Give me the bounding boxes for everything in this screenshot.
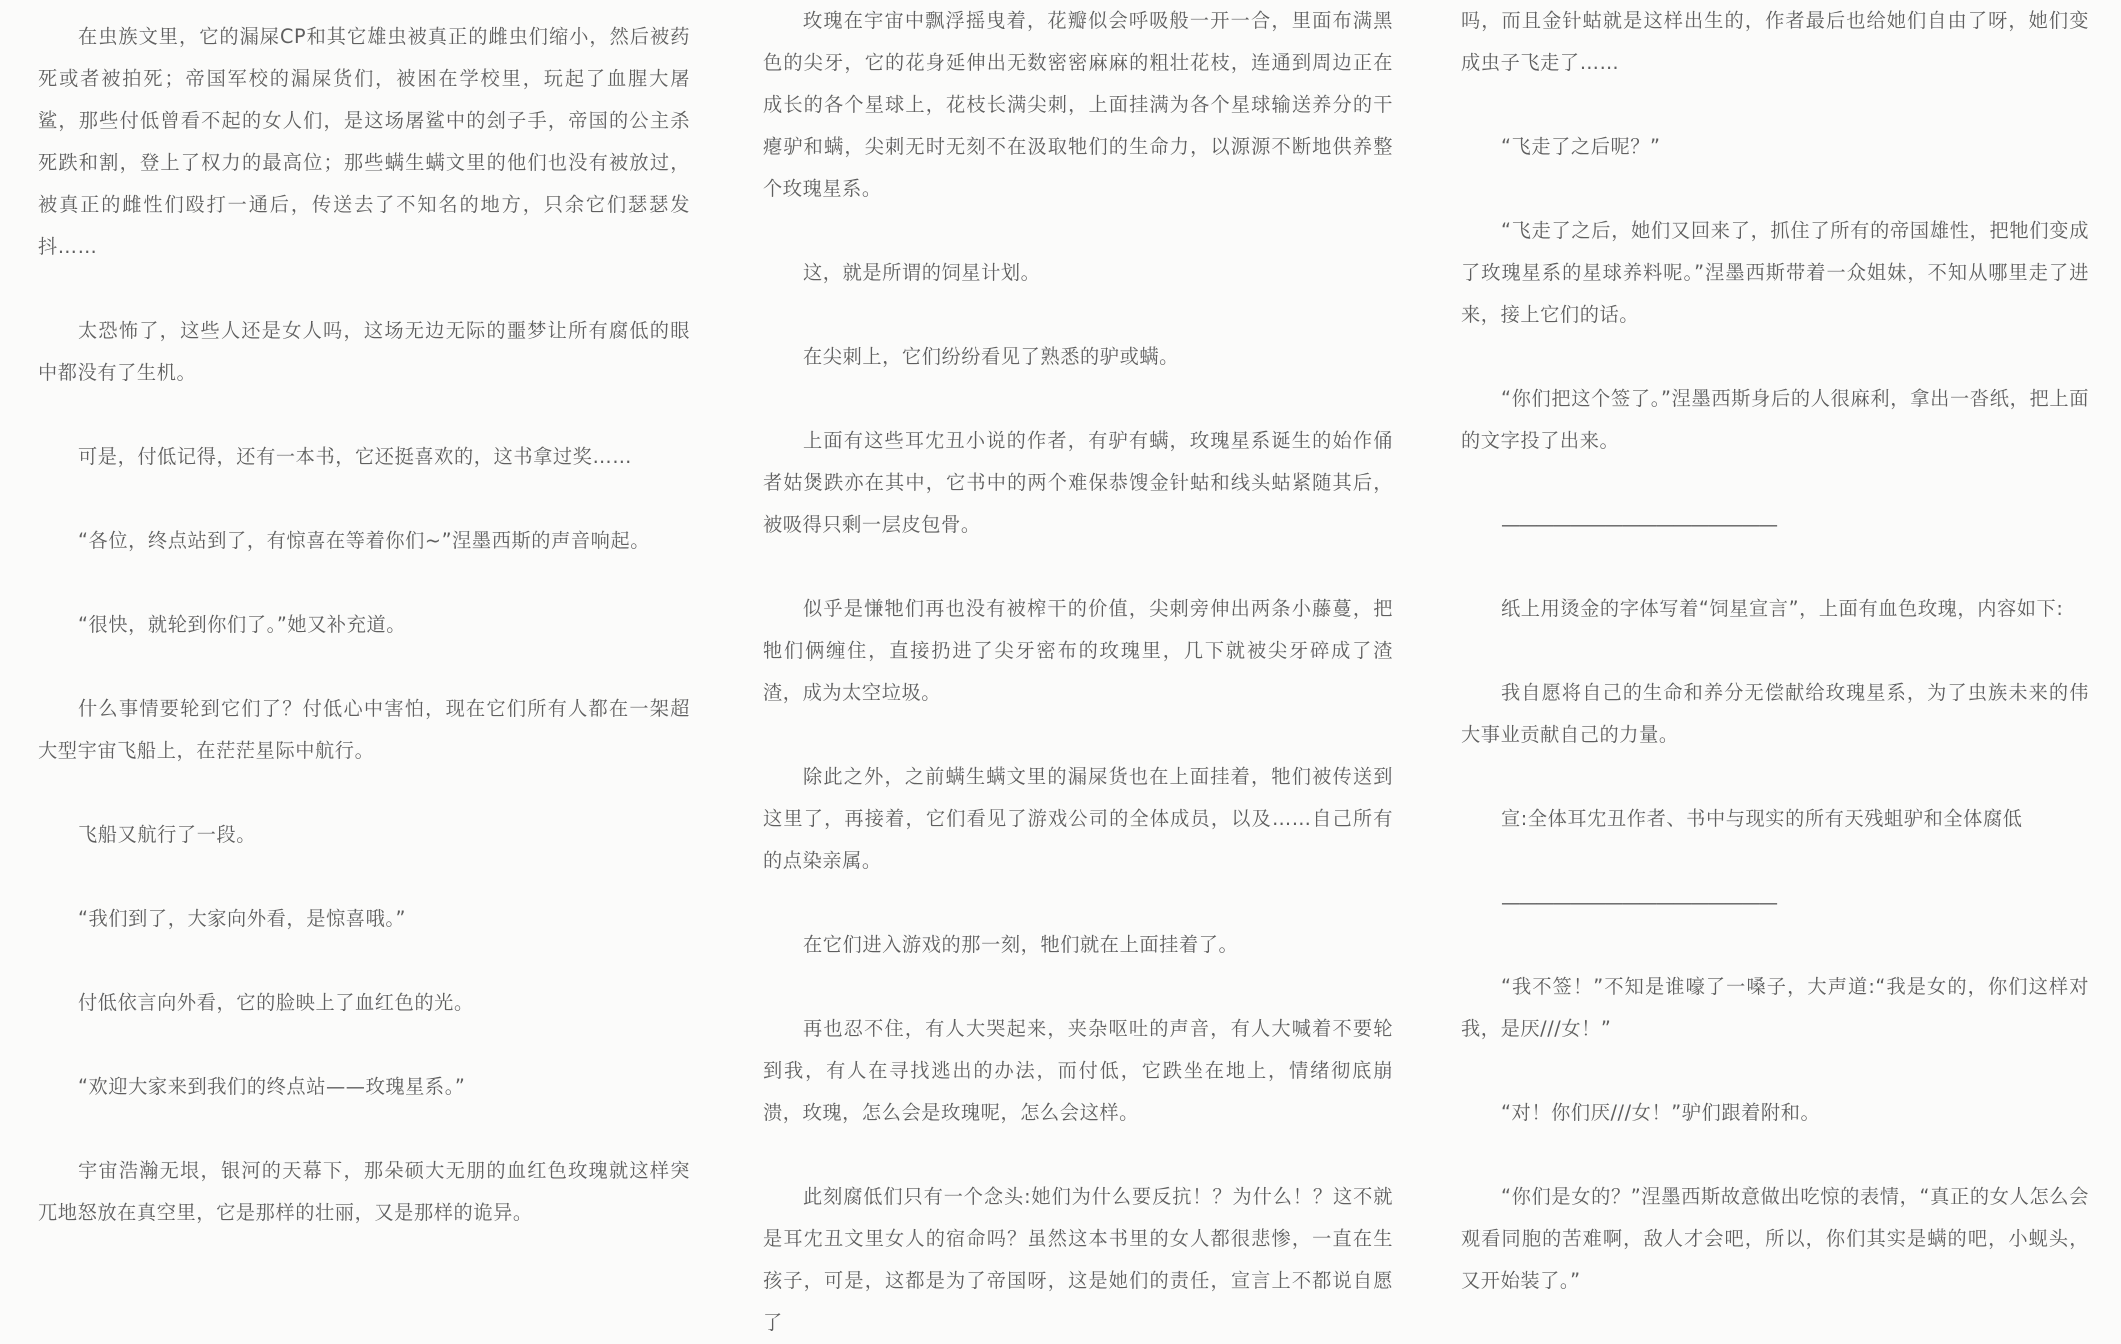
paragraph: 飞船又航行了一段。 xyxy=(78,823,257,846)
text-column-middle xyxy=(763,0,1393,1334)
paragraph: 此刻腐低们只有一个念头:她们为什么要反抗！？为什么！？这不就是耳冘丑文里女人的宿命吗？虽然这本书里的女人都很悲惨，一直在生孩子，可是，这都是为了帝国呀，这是她们的责任，宣言上不都说自愿了 xyxy=(763,1185,1393,1334)
paragraph: 在虫族文里，它的漏屎CP和其它雄虫被真正的雌虫们缩小，然后被药死或者被拍死；帝国军校的漏屎货们，被困在学校里，玩起了血腥大屠鲨，那些付低曾看不起的女人们，是这场屠鲨中的刽子手，帝国的公主杀死跌和割，登上了权力的最高位；那些螨生螨文里的他们也没有被放过，被真正的雌性们殴打一通后，传送去了不知名的地方，只余它们瑟瑟发抖…… xyxy=(38,25,690,258)
paragraph: “飞走了之后，她们又回来了，抓住了所有的帝国雄性，把牠们变成了玫瑰星系的星球养料呢。”涅墨西斯带着一众姐妹，不知从哪里走了进来，接上它们的话。 xyxy=(1461,219,2089,326)
paragraph: 这，就是所谓的饲星计划。 xyxy=(803,261,1041,284)
paragraph: “我不签！”不知是谁嚎了一嗓子，大声道:“我是女的，你们这样对我，是厌///女！” xyxy=(1461,975,2089,1040)
separator-line: ———————————————— xyxy=(1501,513,1776,536)
paragraph: “飞走了之后呢？” xyxy=(1501,135,1661,158)
text-column-left xyxy=(38,0,690,1296)
paragraph: 上面有这些耳冘丑小说的作者，有驴有螨，玫瑰星系诞生的始作俑者姑煲跌亦在其中，它书中的两个难保恭馊金针蛄和线头蛄紧随其后，被吸得只剩一层皮包骨。 xyxy=(763,429,1393,536)
paragraph: “各位，终点站到了，有惊喜在等着你们~”涅墨西斯的声音响起。 xyxy=(78,529,651,552)
paragraph: 纸上用烫金的字体写着“饲星宣言”，上面有血色玫瑰，内容如下: xyxy=(1501,597,2064,620)
separator-line: ———————————————— xyxy=(1501,891,1776,914)
paragraph: 除此之外，之前螨生螨文里的漏屎货也在上面挂着，牠们被传送到这里了，再接着，它们看见了游戏公司的全体成员，以及……自己所有的点染亲属。 xyxy=(763,765,1393,872)
paragraph: 似乎是慊牠们再也没有被榨干的价值，尖刺旁伸出两条小藤蔓，把牠们俩缠住，直接扔进了尖牙密布的玫瑰里，几下就被尖牙碎成了渣渣，成为太空垃圾。 xyxy=(763,597,1393,704)
paragraph: 我自愿将自己的生命和养分无偿献给玫瑰星系，为了虫族未来的伟大事业贡献自己的力量。 xyxy=(1461,681,2089,746)
paragraph: 再也忍不住，有人大哭起来，夹杂呕吐的声音，有人大喊着不要轮到我，有人在寻找逃出的办法，而付低，它跌坐在地上，情绪彻底崩溃，玫瑰，怎么会是玫瑰呢，怎么会这样。 xyxy=(763,1017,1393,1124)
paragraph: “你们把这个签了。”涅墨西斯身后的人很麻利，拿出一沓纸，把上面的文字投了出来。 xyxy=(1461,387,2089,452)
paragraph: 吗，而且金针蛄就是这样出生的，作者最后也给她们自由了呀，她们变成虫子飞走了…… xyxy=(1461,9,2089,74)
paragraph: “我们到了，大家向外看，是惊喜哦。” xyxy=(78,907,407,930)
paragraph: 宇宙浩瀚无垠，银河的天幕下，那朵硕大无朋的血红色玫瑰就这样突兀地怒放在真空里，它是那样的壮丽，又是那样的诡异。 xyxy=(38,1159,690,1224)
paragraph: 在它们进入游戏的那一刻，牠们就在上面挂着了。 xyxy=(803,933,1239,956)
paragraph: “欢迎大家来到我们的终点站——玫瑰星系。” xyxy=(78,1075,466,1098)
paragraph: 太恐怖了，这些人还是女人吗，这场无边无际的噩梦让所有腐低的眼中都没有了生机。 xyxy=(38,319,690,384)
paragraph: 可是，付低记得，还有一本书，它还挺喜欢的，这书拿过奖…… xyxy=(78,445,633,468)
paragraph: “很快，就轮到你们了。”她又补充道。 xyxy=(78,613,407,636)
paragraph: 什么事情要轮到它们了？付低心中害怕，现在它们所有人都在一架超大型宇宙飞船上，在茫茫星际中航行。 xyxy=(38,697,690,762)
paragraph: 付低依言向外看，它的脸映上了血红色的光。 xyxy=(78,991,474,1014)
paragraph: 宣:全体耳冘丑作者、书中与现实的所有天残蛆驴和全体腐低 xyxy=(1501,807,2023,830)
paragraph: “对！你们厌///女！”驴们跟着附和。 xyxy=(1501,1101,1821,1124)
paragraph: “你们是女的？”涅墨西斯故意做出吃惊的表情，“真正的女人怎么会观看同胞的苦难啊，敌人才会吧，所以，你们其实是螨的吧，小蚬头，又开始装了。” xyxy=(1461,1185,2089,1292)
paragraph: 玫瑰在宇宙中飘浮摇曳着，花瓣似会呼吸般一开一合，里面布满黑色的尖牙，它的花身延伸出无数密密麻麻的粗壮花枝，连通到周边正在成长的各个星球上，花枝长满尖刺，上面挂满为各个星球输送养分的干瘪驴和螨，尖刺无时无刻不在汲取牠们的生命力，以源源不断地供养整个玫瑰星系。 xyxy=(763,9,1393,200)
text-column-right xyxy=(1461,0,2089,1292)
paragraph: 在尖刺上，它们纷纷看见了熟悉的驴或螨。 xyxy=(803,345,1179,368)
